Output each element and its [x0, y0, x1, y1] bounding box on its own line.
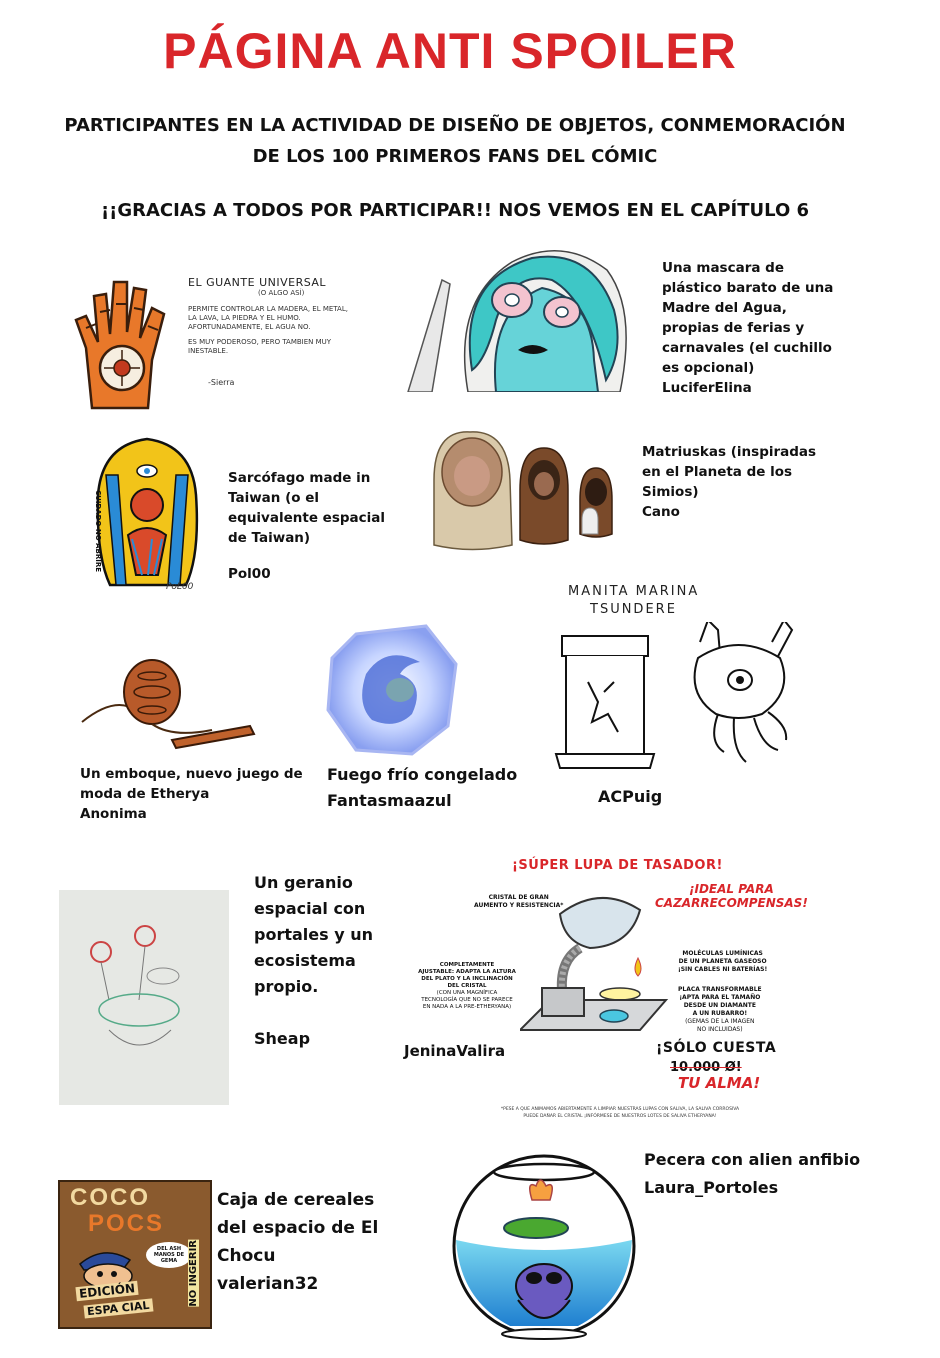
cold-fire-line: Fuego frío congelado [327, 765, 518, 784]
geranium-author: Sheap [254, 1029, 311, 1048]
magnifier-adjust-5: (CON UNA MAGNÍFICA [436, 990, 498, 996]
magnifier-ideal-2: CAZARRECOMPENSAS! [655, 896, 808, 910]
magnifier-soul: TU ALMA! [678, 1074, 761, 1092]
subtitle [60, 110, 850, 172]
magnifier-price: 10.000 Ø! [670, 1060, 742, 1075]
mask-line-6: es opcional) [662, 360, 755, 376]
sarcophagus-line-2: Taiwan (o el [228, 490, 320, 506]
magnifier-author-wrap [404, 1042, 505, 1060]
magnifier-plate-2: ¡APTA PARA EL TAMAÑO [679, 994, 761, 1001]
magnifier-plate-note [678, 986, 762, 1034]
magnifier-ideal [655, 882, 808, 910]
fishbowl-illustration [446, 1150, 642, 1340]
geranium-line-1: Un geranio [254, 873, 353, 892]
sarcophagus-line-1: Sarcófago made in [228, 470, 371, 486]
magnifier-ideal-1: ¡IDEAL PARA [689, 882, 774, 896]
matryoshka-line-2: en el Planeta de los [642, 464, 793, 480]
glove-illustration [72, 268, 172, 413]
mask-line-4: propias de ferias y [662, 320, 805, 336]
magnifier-plate-4: A UN RUBARRO! [692, 1010, 748, 1017]
magnifier-adjust-note [414, 962, 520, 1011]
magnifier-plate-3: DESDE UN DIAMANTE [683, 1002, 756, 1009]
sarcophagus-signature: PoL00 [166, 582, 194, 592]
magnifier-adjust-1: COMPLETAMENTE [439, 962, 495, 968]
matryoshka-line-3: Simios) [642, 484, 699, 500]
mask-illustration [402, 240, 642, 392]
glove-desc-2: LA LAVA, LA PIEDRA Y EL HUMO. [188, 314, 301, 322]
magnifier-adjust-4: DEL CRISTAL [447, 983, 487, 989]
geranium-caption [254, 870, 373, 1052]
magnifier-illustration [520, 890, 670, 1040]
magnifier-title: ¡SÚPER LUPA DE TASADOR! [512, 858, 723, 873]
magnifier-plate-5: (GEMAS DE LA IMAGEN [685, 1018, 755, 1025]
magnifier-mol-2: DE UN PLANETA GASEOSO [678, 958, 767, 965]
cereal-brand-1: COCO [70, 1184, 150, 1211]
glove-subtitle: (O ALGO ASÍ) [258, 289, 305, 297]
cereal-line-1: Caja de cereales [217, 1190, 375, 1210]
sarcophagus-caption [228, 468, 385, 584]
magnifier-mol-3: ¡SIN CABLES NI BATERÍAS! [678, 966, 768, 973]
cereal-line-3: Chocu [217, 1246, 276, 1266]
cold-fire-illustration [316, 614, 466, 764]
magnifier-crystal-2: AUMENTO Y RESISTENCIA* [474, 902, 564, 909]
glove-desc-4: ES MUY PODEROSO, PERO TAMBIEN MUY [188, 338, 332, 346]
geranium-sketch [59, 890, 229, 1105]
sarcophagus-line-3: equivalente espacial [228, 510, 386, 526]
glove-desc-1: PERMITE CONTROLAR LA MADERA, EL METAL, [188, 305, 348, 313]
magnifier-foot-2: PUEDE DAÑAR EL CRISTAL ¡INFÓRMESE DE NUESTROS LOTES DE SALIVA ETHERYANA! [523, 1114, 717, 1119]
cereal-author: valerian32 [217, 1274, 319, 1294]
magnifier-author: JeninaValira [404, 1042, 506, 1060]
cereal-box [58, 1180, 212, 1329]
cold-fire-author: Fantasmaazul [327, 791, 452, 810]
magnifier-foot-1: *PESE A QUE ANIMAMOS ABIERTAMENTE A LIMPIAR NUESTRAS LUPAS CON SALIVA, LA SALIVA CORROSIVA [500, 1107, 740, 1112]
fishbowl-caption [644, 1146, 860, 1202]
cereal-edition-2: ESPA CIAL [84, 1298, 154, 1318]
cereal-edition-1: EDICIÓN [75, 1281, 138, 1301]
glove-desc-5: INESTABLE. [188, 347, 229, 355]
sarcophagus-band-text: CUIDADO NO ABRIRE [94, 490, 102, 573]
cereal-side-warning: NO INGERIR [188, 1240, 199, 1307]
mask-caption [662, 258, 833, 398]
subtitle-line-2: DE LOS 100 PRIMEROS FANS DEL CÓMIC [252, 146, 658, 167]
magnifier-molecules-note [678, 950, 767, 974]
emboque-illustration [72, 648, 262, 752]
fishbowl-author: Laura_Portoles [644, 1178, 779, 1197]
magnifier-only-costs: ¡SÓLO CUESTA [656, 1040, 777, 1056]
sea-hand-illustration [548, 622, 798, 780]
cold-fire-caption [327, 762, 517, 814]
emboque-author: Anonima [80, 806, 147, 822]
page-title: PÁGINA ANTI SPOILER [163, 23, 737, 79]
glove-desc-3: AFORTUNADAMENTE, EL AGUA NO. [188, 323, 311, 331]
glove-signature: -Sierra [208, 378, 235, 387]
emboque-line-2: moda de Etherya [80, 786, 210, 802]
mask-author: LuciferElina [662, 380, 752, 396]
thanks-message: ¡¡GRACIAS A TODOS POR PARTICIPAR!! NOS VEMOS EN EL CAPÍTULO 6 [100, 200, 810, 221]
geranium-line-4: ecosistema [254, 951, 356, 970]
hand-label-1: MANITA MARINA [568, 584, 700, 599]
magnifier-adjust-6: TECNOLOGÍA QUE NO SE PARECE [421, 997, 513, 1003]
sarcophagus-illustration [92, 435, 202, 595]
emboque-line-1: Un emboque, nuevo juego de [80, 766, 303, 782]
mask-line-1: Una mascara de [662, 260, 784, 276]
sarcophagus-author: Pol00 [228, 566, 271, 582]
emboque-caption [80, 764, 303, 824]
fishbowl-line: Pecera con alien anfibio [644, 1150, 861, 1169]
geranium-line-5: propio. [254, 977, 319, 996]
magnifier-adjust-2: AJUSTABLE: ADAPTA LA ALTURA [418, 969, 516, 975]
magnifier-crystal-1: CRISTAL DE GRAN [488, 894, 549, 901]
cereal-caption [217, 1186, 378, 1298]
cereal-badge: DEL ASH MANOS DE GEMA [146, 1242, 192, 1268]
cereal-brand-2: POCS [88, 1210, 165, 1237]
cereal-line-2: del espacio de El [217, 1218, 379, 1238]
matryoshka-caption [642, 442, 816, 522]
matryoshka-author: Cano [642, 504, 680, 520]
geranium-line-2: espacial con [254, 899, 366, 918]
magnifier-plate-6: NO INCLUIDAS) [697, 1026, 743, 1033]
mask-line-3: Madre del Agua, [662, 300, 787, 316]
geranium-photo [59, 890, 229, 1105]
matryoshka-illustration [430, 430, 630, 555]
matryoshka-line-1: Matriuskas (inspiradas [642, 444, 817, 460]
subtitle-line-1: PARTICIPANTES EN LA ACTIVIDAD DE DISEÑO DE OBJETOS, CONMEMORACIÓN [64, 115, 846, 136]
hand-label-2: TSUNDERE [590, 602, 677, 617]
magnifier-footnote [450, 1106, 790, 1120]
magnifier-mol-1: MOLÉCULAS LUMÍNICAS [682, 950, 763, 957]
magnifier-adjust-3: DEL PLATO Y LA INCLINACIÓN [421, 976, 513, 982]
sea-hand-author: ACPuig [598, 787, 663, 806]
geranium-line-3: portales y un [254, 925, 373, 944]
glove-title: EL GUANTE UNIVERSAL [188, 276, 327, 289]
magnifier-plate-1: PLACA TRANSFORMABLE [678, 986, 762, 993]
sarcophagus-line-4: de Taiwan) [228, 530, 311, 546]
magnifier-adjust-7: EN NADA A LA PRE-ETHERYANA) [422, 1004, 512, 1010]
mask-line-5: carnavales (el cuchillo [662, 340, 832, 356]
glove-text-block [188, 276, 368, 387]
mask-line-2: plástico barato de una [662, 280, 834, 296]
